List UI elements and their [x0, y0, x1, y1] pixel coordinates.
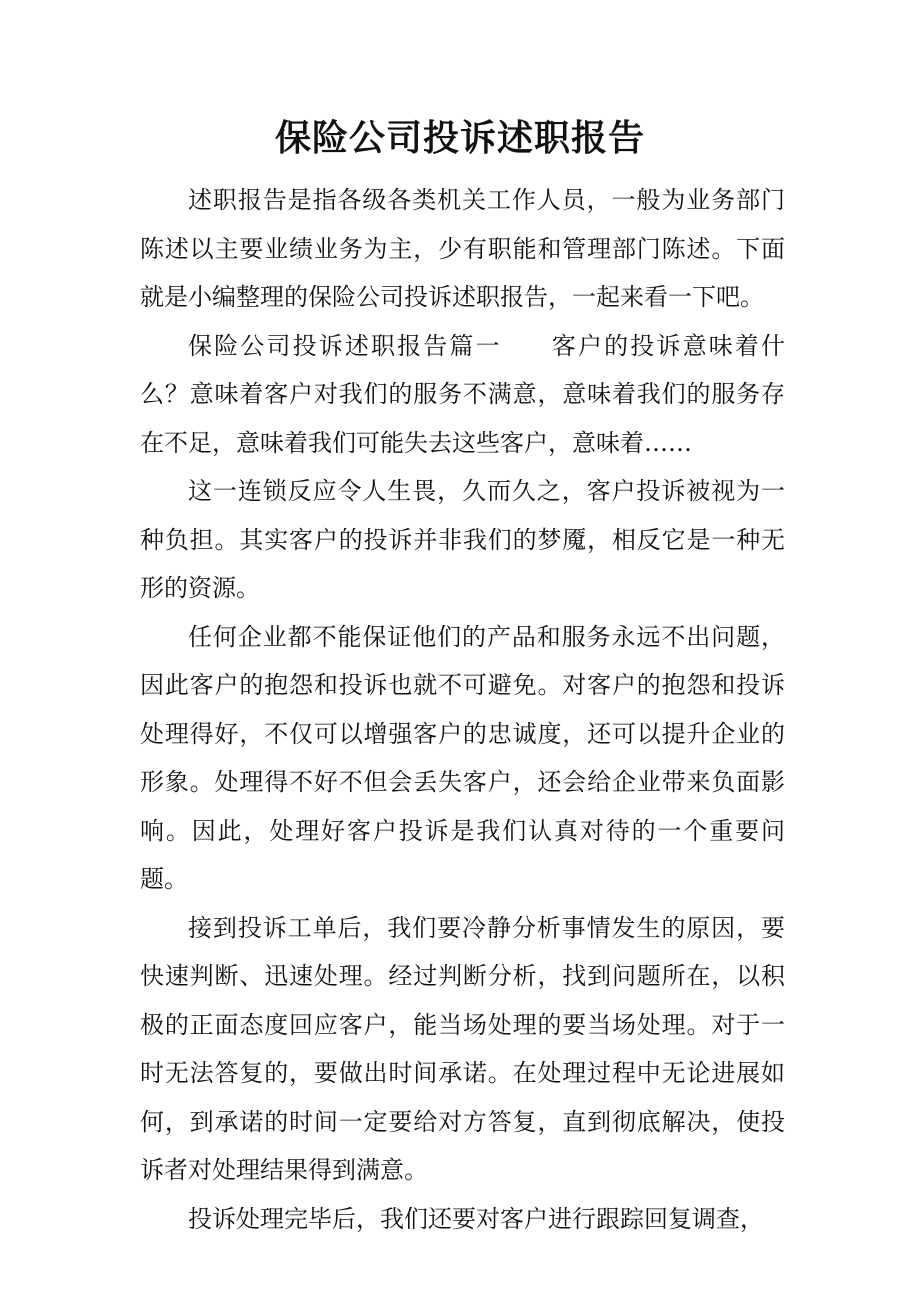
paragraph-section-one	[140, 322, 785, 468]
paragraph-followup: 投诉处理完毕后，我们还要对客户进行跟踪回复调查，	[188, 1204, 764, 1233]
section-heading: 保险公司投诉述职报告篇一	[188, 331, 502, 360]
paragraph-chain-reaction: 这一连锁反应令人生畏，久而久之，客户投诉被视为一种负担。其实客户的投诉并非我们的梦魇，相反它是一种无形的资源。	[140, 477, 785, 602]
paragraph-intro: 述职报告是指各级各类机关工作人员，一般为业务部门陈述以主要业绩业务为主，少有职能和管理部门陈述。下面就是小编整理的保险公司投诉述职报告，一起来看一下吧。	[140, 186, 785, 311]
paragraph-enterprise: 任何企业都不能保证他们的产品和服务永远不出问题，因此客户的抱怨和投诉也就不可避免。对客户的抱怨和投诉处理得好，不仅可以增强客户的忠诚度，还可以提升企业的形象。处理得不好不但会丢失客户，还会给企业带来负面影响。因此，处理好客户投诉是我们认真对待的一个重要问题。	[140, 622, 785, 893]
section-first-text: 客户的投诉意味着什么？意味着客户对我们的服务不满意，意味着我们的服务存在不足，意味着我们可能失去这些客户，意味着……	[140, 331, 786, 457]
paragraph-handling: 接到投诉工单后，我们要冷静分析事情发生的原因，要快速判断、迅速处理。经过判断分析，找到问题所在，以积极的正面态度回应客户，能当场处理的要当场处理。对于一时无法答复的，要做出时间承诺。在处理过程中无论进展如何，到承诺的时间一定要给对方答复，直到彻底解决，使投诉者对处理结果得到满意。	[140, 913, 785, 1184]
document-title: 保险公司投诉述职报告	[274, 117, 645, 159]
document-body	[140, 176, 785, 1243]
